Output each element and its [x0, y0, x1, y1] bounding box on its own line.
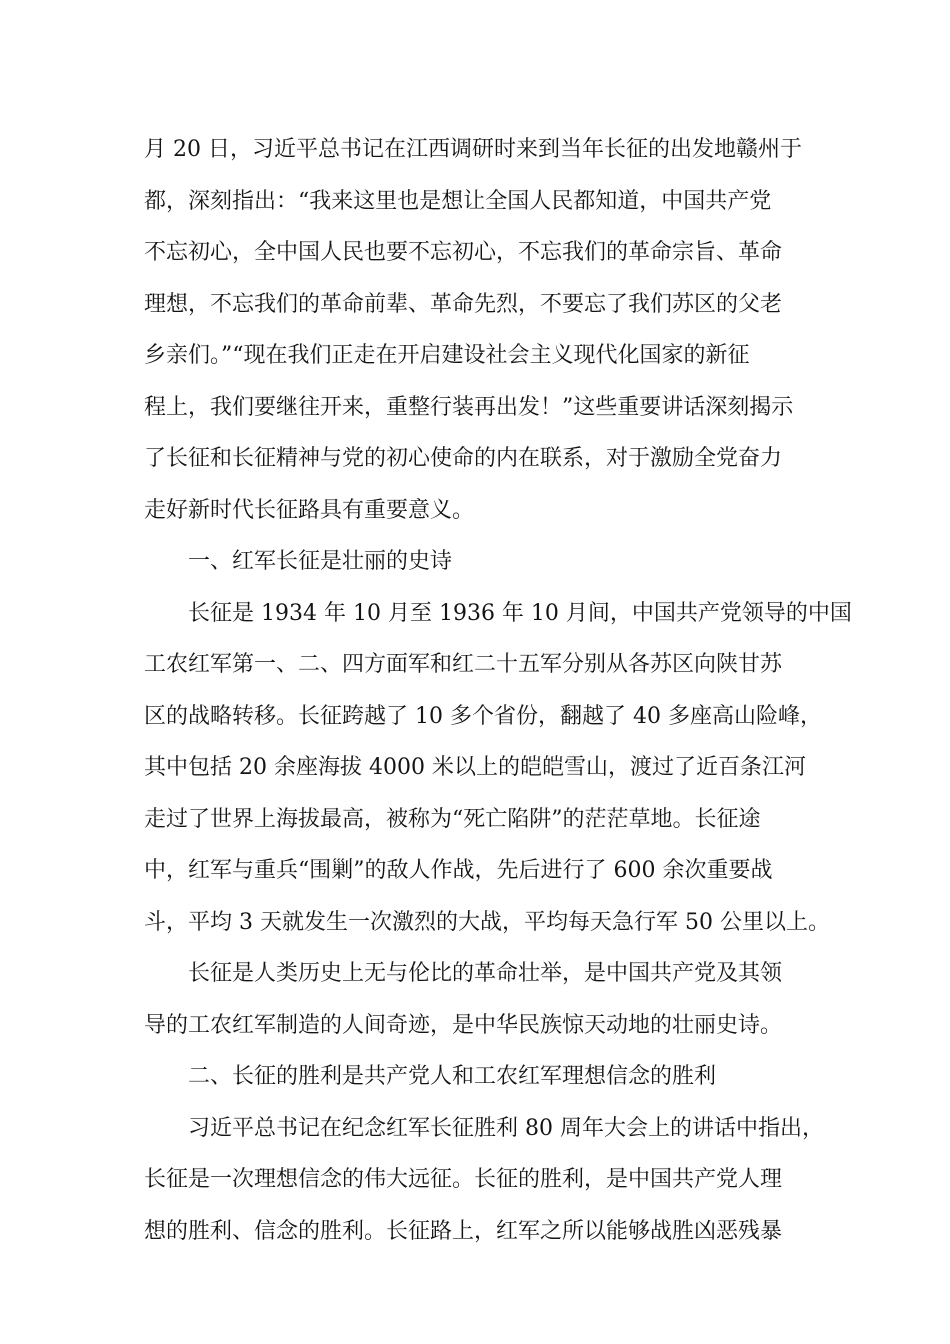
text-line: 程上，我们要继往开来，重整行装再出发！”这些重要讲话深刻揭示 [144, 394, 794, 420]
text-line: 走过了世界上海拔最高，被称为“死亡陷阱”的茫茫草地。长征途 [144, 806, 761, 832]
text-line: 走好新时代长征路具有重要意义。 [144, 497, 475, 523]
document-body [144, 124, 852, 1257]
text-line: 都，深刻指出：“我来这里也是想让全国人民都知道，中国共产党 [144, 188, 772, 214]
text-line: 月 20 日，习近平总书记在江西调研时来到当年长征的出发地赣州于 [144, 137, 802, 162]
text-line: 中，红军与重兵“围剿”的敌人作战，先后进行了 600 余次重要战 [144, 858, 773, 883]
text-line: 长征是 1934 年 10 月至 1936 年 10 月间，中国共产党领导的中国 [188, 600, 852, 626]
text-line: 其中包括 20 余座海拔 4000 米以上的皑皑雪山，渡过了近百条江河 [144, 755, 806, 780]
text-line: 导的工农红军制造的人间奇迹，是中华民族惊天动地的壮丽史诗。 [144, 1012, 783, 1038]
text-line: 想的胜利、信念的胜利。长征路上，红军之所以能够战胜凶恶残暴 [144, 1218, 783, 1244]
text-line: 斗，平均 3 天就发生一次激烈的大战，平均每天急行军 50 公里以上。 [144, 909, 830, 935]
text-line: 习近平总书记在纪念红军长征胜利 80 周年大会上的讲话中指出， [188, 1115, 824, 1141]
text-line: 工农红军第一、二、四方面军和红二十五军分别从各苏区向陕甘苏 [144, 652, 783, 677]
text-line: 长征是一次理想信念的伟大远征。长征的胜利，是中国共产党人理 [144, 1167, 783, 1192]
text-line: 区的战略转移。长征跨越了 10 多个省份，翻越了 40 多座高山险峰， [144, 703, 822, 729]
section-heading: 一、红军长征是壮丽的史诗 [188, 549, 453, 574]
text-line: 了长征和长征精神与党的初心使命的内在联系，对于激励全党奋力 [144, 446, 783, 471]
section-heading: 二、长征的胜利是共产党人和工农红军理想信念的胜利 [188, 1064, 717, 1089]
text-line: 乡亲们。”“现在我们正走在开启建设社会主义现代化国家的新征 [144, 343, 750, 368]
text-line: 不忘初心，全中国人民也要不忘初心，不忘我们的革命宗旨、革命 [144, 240, 783, 265]
text-line: 长征是人类历史上无与伦比的革命壮举，是中国共产党及其领 [188, 961, 783, 986]
text-line: 理想，不忘我们的革命前辈、革命先烈，不要忘了我们苏区的父老 [144, 291, 783, 317]
